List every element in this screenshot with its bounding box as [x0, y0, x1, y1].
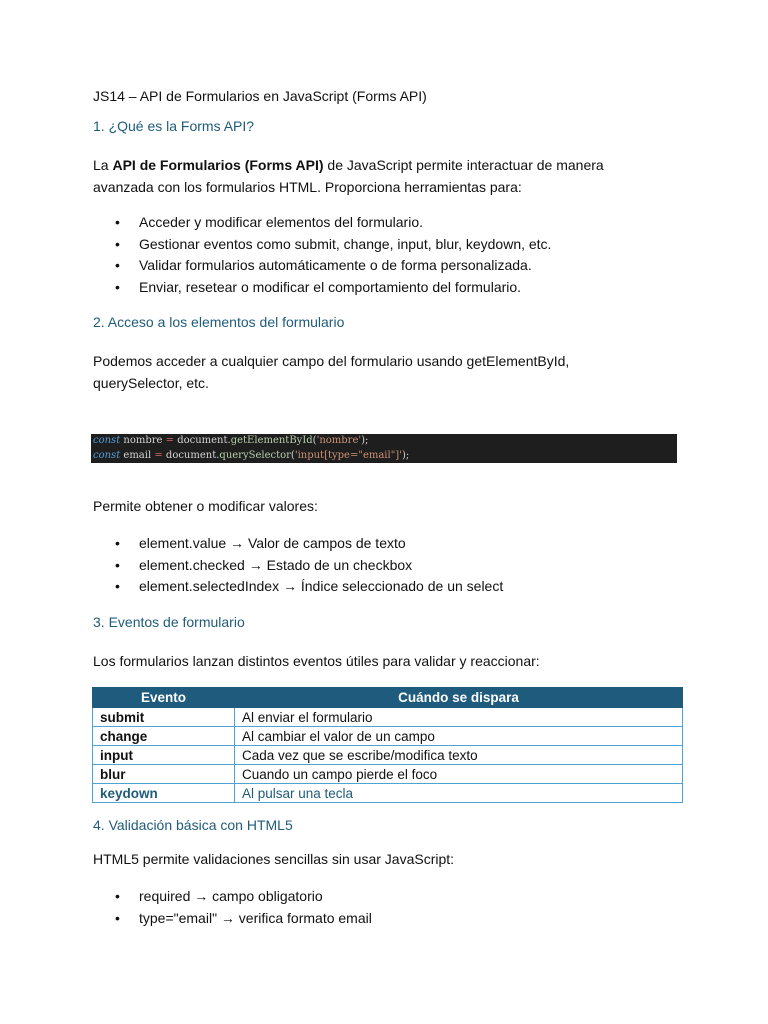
table-row: [93, 784, 683, 803]
code-line: [93, 449, 675, 464]
table-row: [93, 727, 683, 746]
table-row: [93, 765, 683, 784]
event-name-cell: blur: [93, 765, 235, 784]
event-description-cell: Cuando un campo pierde el foco: [235, 765, 683, 784]
code-keyword: const: [93, 435, 121, 446]
section-4-heading: 4. Validación básica con HTML5: [93, 817, 293, 833]
section-2-intro: [93, 350, 569, 394]
list-item: • element.value → Valor de campos de texto: [93, 533, 503, 555]
list-item: • element.checked → Estado de un checkbox: [93, 555, 503, 577]
event-description-cell: Al cambiar el valor de un campo: [235, 727, 683, 746]
event-description-cell: Cada vez que se escribe/modifica texto: [235, 746, 683, 765]
code-keyword: const: [93, 449, 121, 461]
table-header-cell: Evento: [93, 688, 235, 708]
list-item: • Acceder y modificar elementos del formulario.: [93, 212, 551, 234]
code-punct: (: [290, 449, 295, 461]
list-item: • Gestionar eventos como submit, change, input, blur, keydown, etc.: [93, 234, 551, 256]
code-punct: );: [361, 435, 369, 446]
event-description-cell: Al pulsar una tecla: [235, 784, 683, 803]
list-item: • required → campo obligatorio: [93, 886, 372, 908]
section-3-heading: 3. Eventos de formulario: [93, 614, 245, 630]
event-name-cell: keydown: [93, 784, 235, 803]
section-1-heading: 1. ¿Qué es la Forms API?: [93, 118, 255, 134]
table-row: [93, 708, 683, 727]
section-2-bullet-list: [93, 533, 503, 598]
intro-text: Podemos acceder a cualquier campo del formulario usando getElementById,: [93, 353, 570, 369]
code-punct: );: [401, 449, 410, 461]
intro-text: querySelector, etc.: [93, 375, 209, 391]
section-4-bullet-list: [93, 886, 372, 929]
code-block: [91, 434, 677, 463]
code-operator: =: [165, 435, 175, 446]
event-name-cell: submit: [93, 708, 235, 727]
code-function: getElementById: [230, 435, 313, 446]
code-line: [93, 434, 675, 449]
section-2-heading: 2. Acceso a los elementos del formulario: [93, 314, 345, 330]
list-item: • Enviar, resetear o modificar el comportamiento del formulario.: [93, 277, 551, 299]
intro-bold-text: API de Formularios (Forms API): [112, 157, 324, 173]
table-header-row: [93, 688, 683, 708]
code-operator: =: [154, 449, 163, 461]
events-table: [92, 687, 683, 803]
document-title: JS14 – API de Formularios en JavaScript (Forms API): [93, 88, 427, 104]
section-1-intro: [93, 154, 604, 198]
code-object: document.: [162, 449, 220, 461]
list-item: • type="email" → verifica formato email: [93, 908, 372, 930]
section-4-intro: HTML5 permite validaciones sencillas sin usar JavaScript:: [93, 851, 455, 867]
intro-text: de JavaScript permite interactuar de manera: [323, 157, 604, 173]
table-row: [93, 746, 683, 765]
section-3-intro: Los formularios lanzan distintos eventos útiles para validar y reaccionar:: [93, 653, 540, 669]
code-variable: email: [120, 449, 155, 461]
event-name-cell: input: [93, 746, 235, 765]
code-punct: (: [312, 435, 317, 446]
event-name-cell: change: [93, 727, 235, 746]
code-string: 'nombre': [316, 435, 362, 446]
table-header-cell: Cuándo se dispara: [235, 688, 683, 708]
code-object: document.: [174, 435, 231, 446]
section-1-bullet-list: [93, 212, 551, 298]
section-2-after-text: Permite obtener o modificar valores:: [93, 498, 318, 514]
list-item: • element.selectedIndex → Índice seleccionado de un select: [93, 576, 503, 598]
intro-text: La: [93, 157, 113, 173]
event-description-cell: Al enviar el formulario: [235, 708, 683, 727]
code-function: querySelector: [219, 449, 291, 461]
code-variable: nombre: [120, 435, 166, 446]
code-string: 'input[type="email"]': [294, 449, 402, 461]
intro-text: avanzada con los formularios HTML. Proporciona herramientas para:: [93, 179, 522, 195]
list-item: • Validar formularios automáticamente o de forma personalizada.: [93, 255, 551, 277]
